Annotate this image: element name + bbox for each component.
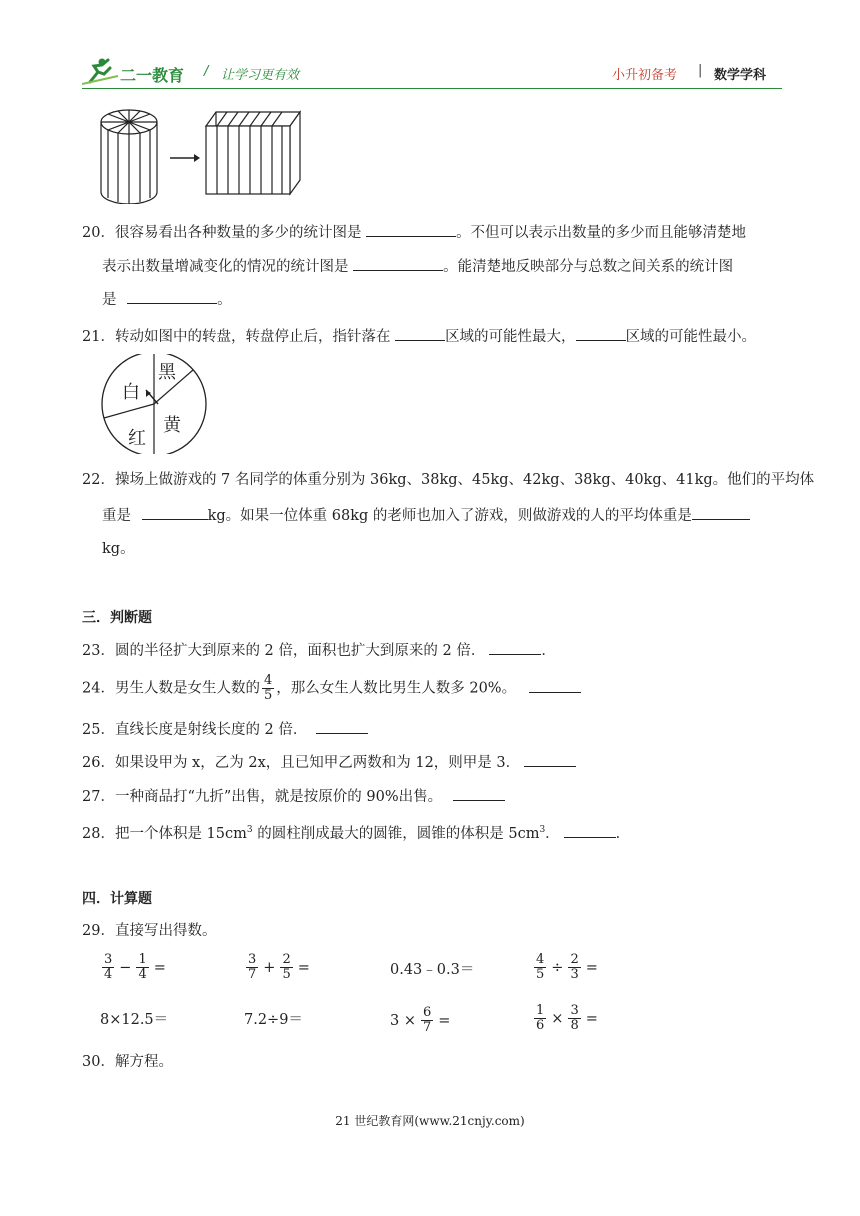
answer-blank[interactable]: [529, 678, 581, 693]
answer-blank[interactable]: [692, 505, 750, 520]
section-title-calculation: 四．计算题: [82, 891, 152, 907]
question-22: [82, 470, 814, 490]
question-text: 很容易看出各种数量的多少的统计图是: [114, 225, 362, 241]
fraction-numerator: 3: [570, 1003, 579, 1018]
header-exam-label: 小升初备考: [612, 68, 678, 83]
spinner-label-red: 红: [128, 428, 146, 449]
answer-blank[interactable]: [576, 326, 626, 341]
question-22-line3: [102, 539, 135, 559]
question-27: [82, 786, 505, 807]
footer: 21 世纪教育网(www.21cnjy.com): [335, 1114, 525, 1128]
question-text: 一种商品打“九折”出售，就是按原价的 90%出售。: [114, 789, 443, 805]
calc-item: [390, 1006, 450, 1035]
fraction-denominator: 4: [138, 967, 147, 982]
question-23: [82, 640, 556, 661]
fraction-numerator: 2: [282, 952, 291, 967]
fraction-denominator: 5: [282, 967, 291, 982]
fraction-numerator: 6: [422, 1005, 432, 1020]
question-text: 直接写出得数。: [114, 923, 217, 939]
fraction: [534, 1004, 546, 1033]
fraction-denominator: 5: [263, 688, 273, 703]
question-21: [82, 326, 756, 347]
fraction-denominator: 4: [104, 967, 113, 982]
question-text: ，那么女生人数比男生人数多 20%。: [276, 680, 517, 697]
calc-expression: 3 ×: [390, 1012, 416, 1029]
fraction: [534, 953, 546, 982]
equals-sign: =: [585, 1010, 598, 1027]
fraction: [262, 674, 274, 703]
equals-sign: =: [297, 959, 310, 976]
question-text: 把一个体积是 15cm: [114, 825, 247, 842]
fraction-numerator: 3: [104, 952, 113, 967]
question-20: [82, 222, 746, 243]
calc-item: [100, 1008, 168, 1029]
fraction-numerator: 4: [263, 673, 273, 688]
question-text: 男生人数是女生人数的: [114, 680, 260, 697]
equals-sign: =: [153, 959, 166, 976]
question-number: 22．: [82, 472, 115, 488]
operator: −: [119, 959, 132, 976]
calc-expression: 7.2÷9＝: [244, 1012, 303, 1028]
fraction: [568, 953, 580, 982]
fraction-numerator: 1: [138, 952, 147, 967]
fraction-numerator: 4: [536, 952, 545, 967]
superscript: 3: [246, 825, 253, 835]
fraction: [280, 953, 292, 982]
fraction-numerator: 3: [248, 952, 257, 967]
calc-item: [390, 958, 474, 979]
question-text: 表示出数量增减变化的情况的统计图是: [102, 259, 349, 275]
operator: +: [263, 959, 276, 976]
question-30: [82, 1052, 173, 1072]
question-text: 。: [217, 292, 232, 308]
question-20-line2: [102, 256, 733, 277]
question-24: [82, 674, 581, 703]
calc-expression: 8×12.5＝: [100, 1012, 169, 1028]
fraction: [246, 953, 258, 982]
fraction-numerator: 1: [536, 1003, 545, 1018]
question-text: 。能清楚地反映部分与总数之间关系的统计图: [443, 259, 734, 275]
spinner-label-white: 白: [122, 382, 140, 403]
question-20-line3: [102, 289, 232, 310]
question-text: 如果设甲为 x，乙为 2x，且已知甲乙两数和为 12，则甲是 3．: [114, 755, 521, 771]
question-number: 26．: [82, 755, 115, 771]
answer-blank[interactable]: [453, 786, 505, 801]
answer-blank[interactable]: [395, 326, 445, 341]
fraction: [568, 1004, 580, 1033]
question-29: [82, 921, 216, 941]
calc-item: [244, 953, 310, 982]
question-25: [82, 719, 368, 740]
spinner-figure: [100, 354, 210, 454]
spinner-label-yellow: 黄: [163, 415, 181, 436]
fraction-denominator: 8: [570, 1018, 579, 1033]
question-number: 24．: [82, 680, 115, 697]
question-22-line2: [102, 505, 750, 526]
question-number: 21．: [82, 329, 115, 345]
question-26: [82, 752, 576, 773]
equals-sign: =: [438, 1012, 451, 1029]
fraction: [136, 953, 148, 982]
question-number: 27．: [82, 789, 115, 805]
question-text: 解方程。: [114, 1054, 173, 1070]
question-text: kg。: [102, 541, 135, 557]
fraction: [102, 953, 114, 982]
answer-blank[interactable]: [316, 719, 368, 734]
question-text: 直线长度是射线长度的 2 倍．: [114, 722, 308, 738]
operator: ×: [551, 1010, 564, 1027]
question-text: 是: [102, 292, 117, 308]
section-title-judgement: 三．判断题: [82, 610, 152, 626]
spinner-label-black: 黑: [158, 362, 176, 383]
header-slogan: 让学习更有效: [221, 68, 300, 83]
calc-expression: 0.43﹣0.3＝: [390, 962, 475, 978]
question-number: 25．: [82, 722, 115, 738]
question-number: 29．: [82, 923, 115, 939]
header-subject: 数学学科: [714, 68, 767, 83]
calc-item: [244, 1008, 303, 1029]
fraction-denominator: 7: [422, 1020, 432, 1035]
equals-sign: =: [585, 959, 598, 976]
header-rule: [82, 88, 782, 89]
fraction: [421, 1006, 433, 1035]
question-tail: ．: [615, 825, 631, 842]
header: [82, 56, 782, 88]
fraction-denominator: 6: [536, 1018, 545, 1033]
question-number: 20．: [82, 225, 115, 241]
operator: ÷: [551, 959, 564, 976]
logo-text: 二一教育: [120, 66, 185, 85]
fraction-numerator: 2: [570, 952, 579, 967]
header-divider: |: [698, 63, 703, 78]
answer-blank[interactable]: [564, 823, 616, 838]
answer-blank[interactable]: [353, 256, 443, 271]
question-text: 。不但可以表示出数量的多少而且能够清楚地: [456, 225, 747, 241]
question-text: 的圆柱削成最大的圆锥，圆锥的体积是 5cm: [252, 825, 540, 842]
answer-blank[interactable]: [366, 222, 456, 237]
fraction-denominator: 7: [248, 967, 257, 982]
question-number: 30．: [82, 1054, 115, 1070]
answer-blank[interactable]: [142, 505, 208, 520]
calc-item: [100, 953, 166, 982]
fraction-denominator: 3: [570, 967, 579, 982]
question-tail: ．: [541, 643, 556, 659]
question-text: 区域的可能性最小。: [625, 329, 757, 345]
question-text: kg。如果一位体重 68kg 的老师也加入了游戏，则做游戏的人的平均体重是: [207, 508, 692, 524]
question-28: [82, 820, 630, 844]
question-number: 23．: [82, 643, 115, 659]
logo-icon: [82, 56, 120, 86]
superscript: 3: [539, 825, 546, 835]
question-number: 28．: [82, 825, 115, 842]
question-text: 操场上做游戏的 7 名同学的体重分别为 36kg、38kg、45kg、42kg、38kg、40kg、41kg。他们的平均体: [114, 472, 815, 488]
question-text: 圆的半径扩大到原来的 2 倍，面积也扩大到原来的 2 倍．: [114, 643, 486, 659]
answer-blank[interactable]: [489, 640, 541, 655]
answer-blank[interactable]: [524, 752, 576, 767]
question-text: 转动如图中的转盘，转盘停止后，指针落在: [114, 329, 391, 345]
question-text: 重是: [102, 508, 131, 524]
question-text: ．: [545, 825, 560, 842]
header-slash: /: [204, 64, 209, 79]
question-text: 区域的可能性最大，: [445, 329, 576, 345]
calc-item: [532, 1004, 598, 1033]
calc-item: [532, 953, 598, 982]
fraction-denominator: 5: [536, 967, 545, 982]
answer-blank[interactable]: [127, 289, 217, 304]
cylinder-cut-figure: [96, 104, 316, 204]
